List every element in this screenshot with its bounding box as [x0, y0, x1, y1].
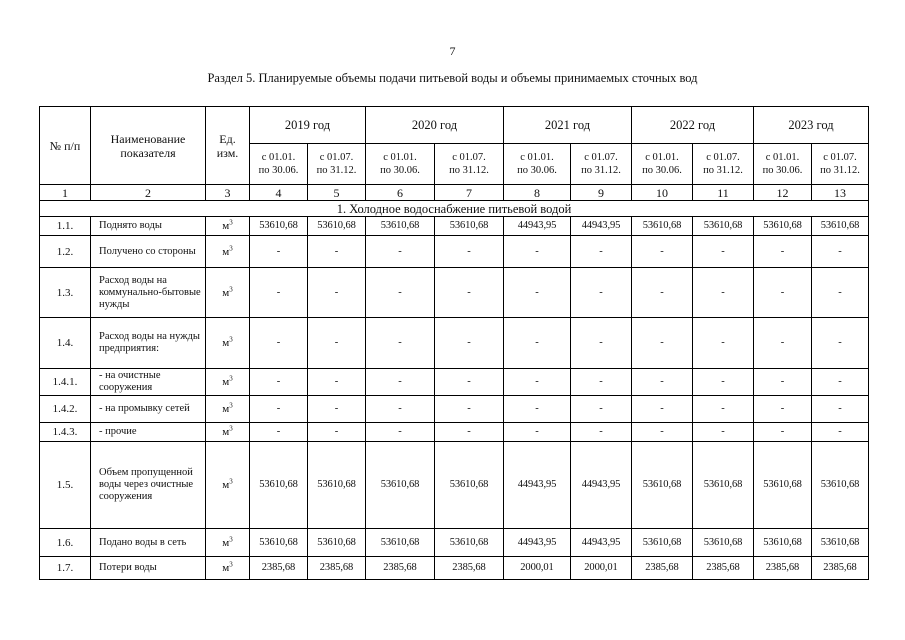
unit-cell [206, 369, 250, 396]
period-header-line1: с 01.07. [706, 152, 740, 163]
value-cell: - [693, 236, 754, 268]
value-cell: - [754, 423, 812, 442]
header-unit-line2: изм. [216, 145, 239, 160]
value-cell: - [250, 423, 308, 442]
value-cell: - [754, 396, 812, 423]
value-cell: - [250, 236, 308, 268]
table-row [40, 396, 869, 423]
value-cell: 2385,68 [250, 557, 308, 580]
section-title: 1. Холодное водоснабжение питьевой водой [40, 201, 869, 217]
year-header: 2023 год [754, 107, 869, 144]
value-cell: 2385,68 [308, 557, 366, 580]
value-cell: 53610,68 [435, 529, 504, 557]
value-cell: - [632, 236, 693, 268]
value-cell: - [435, 268, 504, 318]
unit-base: м [222, 376, 230, 388]
table-row [40, 217, 869, 236]
unit-superscript: 3 [229, 335, 233, 344]
table-row [40, 268, 869, 318]
unit-base: м [222, 245, 230, 258]
value-cell: - [693, 396, 754, 423]
value-cell: - [250, 318, 308, 369]
value-cell: 2000,01 [504, 557, 571, 580]
period-header-line2: по 31.12. [820, 165, 860, 176]
value-cell: - [632, 268, 693, 318]
value-cell: - [435, 396, 504, 423]
period-header [754, 144, 812, 185]
year-header: 2019 год [250, 107, 366, 144]
unit-superscript: 3 [229, 401, 233, 410]
value-cell: - [571, 318, 632, 369]
period-header [504, 144, 571, 185]
row-number: 1.4.2. [40, 396, 91, 423]
value-cell: - [754, 318, 812, 369]
value-cell: 53610,68 [754, 442, 812, 529]
unit-cell [206, 268, 250, 318]
water-volumes-table [39, 106, 869, 580]
value-cell: - [571, 236, 632, 268]
period-header-line1: с 01.07. [319, 152, 354, 163]
value-cell: - [571, 423, 632, 442]
column-number: 10 [632, 185, 693, 201]
section-row [40, 201, 869, 217]
row-number: 1.2. [40, 236, 91, 268]
value-cell: 44943,95 [571, 442, 632, 529]
value-cell: - [504, 396, 571, 423]
value-cell: - [693, 318, 754, 369]
column-number: 8 [504, 185, 571, 201]
value-cell: - [435, 318, 504, 369]
indicator-name: Потери воды [91, 557, 206, 580]
unit-superscript: 3 [229, 284, 233, 293]
period-header-line1: с 01.07. [452, 152, 486, 163]
unit-base: м [222, 337, 230, 349]
period-header [812, 144, 869, 185]
value-cell: - [250, 268, 308, 318]
column-number: 11 [693, 185, 754, 201]
value-cell: - [250, 396, 308, 423]
table-row [40, 423, 869, 442]
value-cell: - [308, 268, 366, 318]
value-cell: - [308, 369, 366, 396]
period-header-line1: с 01.01. [383, 152, 417, 163]
indicator-name: Подано воды в сеть [91, 529, 206, 557]
period-header-line2: по 31.12. [316, 165, 357, 176]
row-number: 1.4. [40, 318, 91, 369]
value-cell: 53610,68 [366, 217, 435, 236]
period-header-line2: по 30.06. [258, 165, 299, 176]
value-cell: 53610,68 [812, 442, 869, 529]
unit-superscript: 3 [229, 424, 233, 433]
unit-base: м [222, 479, 230, 491]
period-header-line2: по 30.06. [380, 165, 420, 176]
indicator-name: Расход воды на нужды предприятия: [91, 318, 206, 369]
period-header-line2: по 30.06. [762, 165, 803, 176]
row-number: 1.6. [40, 529, 91, 557]
period-header-line1: с 01.01. [765, 152, 800, 163]
indicator-name: Поднято воды [91, 217, 206, 236]
unit-cell [206, 318, 250, 369]
indicator-name: - прочие [91, 423, 206, 442]
value-cell: - [754, 369, 812, 396]
value-cell: - [632, 318, 693, 369]
unit-cell [206, 557, 250, 580]
value-cell: 44943,95 [571, 529, 632, 557]
value-cell: - [308, 236, 366, 268]
value-cell: - [504, 423, 571, 442]
period-header-line2: по 31.12. [703, 165, 743, 176]
value-cell: - [754, 268, 812, 318]
unit-superscript: 3 [229, 243, 233, 252]
unit-cell [206, 236, 250, 268]
value-cell: 53610,68 [250, 217, 308, 236]
value-cell: 2385,68 [435, 557, 504, 580]
value-cell: - [504, 268, 571, 318]
value-cell: - [812, 423, 869, 442]
value-cell: - [693, 369, 754, 396]
value-cell: - [812, 236, 869, 268]
value-cell: - [812, 268, 869, 318]
unit-cell [206, 529, 250, 557]
unit-superscript: 3 [229, 374, 233, 383]
value-cell: 2385,68 [632, 557, 693, 580]
value-cell: 53610,68 [250, 529, 308, 557]
value-cell: - [632, 369, 693, 396]
row-number: 1.7. [40, 557, 91, 580]
unit-superscript: 3 [229, 560, 233, 569]
value-cell: 53610,68 [435, 442, 504, 529]
period-header-line1: с 01.01. [520, 152, 554, 163]
value-cell: 53610,68 [366, 442, 435, 529]
unit-base: м [222, 536, 230, 549]
page-number: 7 [449, 44, 456, 58]
row-number: 1.1. [40, 217, 91, 236]
unit-cell [206, 396, 250, 423]
year-header: 2021 год [504, 107, 632, 144]
column-number: 4 [250, 185, 308, 201]
column-number: 5 [308, 185, 366, 201]
value-cell: - [504, 318, 571, 369]
value-cell: 44943,95 [504, 529, 571, 557]
value-cell: - [435, 369, 504, 396]
period-header [435, 144, 504, 185]
unit-superscript: 3 [229, 477, 233, 486]
period-header [693, 144, 754, 185]
value-cell: - [308, 423, 366, 442]
period-header [366, 144, 435, 185]
period-header [632, 144, 693, 185]
section-heading: Раздел 5. Планируемые объемы подачи питьевой воды и объемы принимаемых сточных вод [207, 71, 698, 85]
table-row [40, 529, 869, 557]
value-cell: - [250, 369, 308, 396]
value-cell: 53610,68 [754, 529, 812, 557]
value-cell: 2385,68 [754, 557, 812, 580]
period-header-line2: по 31.12. [581, 165, 621, 176]
value-cell: 2385,68 [812, 557, 869, 580]
column-number-row [40, 185, 869, 201]
table-row [40, 236, 869, 268]
period-header [250, 144, 308, 185]
value-cell: 53610,68 [250, 442, 308, 529]
column-number: 3 [206, 185, 250, 201]
column-number: 1 [40, 185, 91, 201]
column-number: 12 [754, 185, 812, 201]
value-cell: 53610,68 [812, 529, 869, 557]
value-cell: - [812, 318, 869, 369]
value-cell: - [308, 318, 366, 369]
period-header-line2: по 30.06. [517, 165, 557, 176]
value-cell: - [571, 369, 632, 396]
row-number: 1.4.3. [40, 423, 91, 442]
indicator-name: Объем пропущенной воды через очистные сооружения [91, 442, 206, 529]
value-cell: 2385,68 [366, 557, 435, 580]
value-cell: 53610,68 [632, 217, 693, 236]
value-cell: 53610,68 [693, 217, 754, 236]
header-num: № п/п [40, 107, 91, 185]
unit-superscript: 3 [229, 534, 233, 543]
period-header-line2: по 31.12. [449, 165, 489, 176]
unit-base: м [222, 286, 230, 299]
value-cell: 53610,68 [812, 217, 869, 236]
value-cell: 53610,68 [366, 529, 435, 557]
value-cell: 53610,68 [435, 217, 504, 236]
period-header [308, 144, 366, 185]
period-header-line1: с 01.01. [261, 152, 296, 163]
indicator-name: - на очистные сооружения [91, 369, 206, 396]
value-cell: 44943,95 [504, 217, 571, 236]
value-cell: - [308, 396, 366, 423]
value-cell: - [693, 423, 754, 442]
column-number: 2 [91, 185, 206, 201]
value-cell: - [366, 369, 435, 396]
value-cell: 53610,68 [308, 217, 366, 236]
period-header-line1: с 01.01. [645, 152, 679, 163]
header-name: Наименование показателя [91, 107, 206, 185]
value-cell: - [571, 268, 632, 318]
value-cell: 53610,68 [693, 529, 754, 557]
value-cell: 2000,01 [571, 557, 632, 580]
unit-base: м [222, 562, 230, 574]
column-number: 7 [435, 185, 504, 201]
value-cell: - [504, 236, 571, 268]
table-row [40, 442, 869, 529]
value-cell: - [435, 236, 504, 268]
unit-cell [206, 217, 250, 236]
period-header [571, 144, 632, 185]
header-unit-line1: Ед. [219, 131, 236, 146]
column-number: 6 [366, 185, 435, 201]
value-cell: 53610,68 [632, 529, 693, 557]
unit-cell [206, 442, 250, 529]
header-row-years [40, 107, 869, 144]
table-row [40, 557, 869, 580]
value-cell: - [812, 396, 869, 423]
indicator-name: Получено со стороны [91, 236, 206, 268]
value-cell: - [812, 369, 869, 396]
column-number: 9 [571, 185, 632, 201]
value-cell: 2385,68 [693, 557, 754, 580]
value-cell: 53610,68 [308, 442, 366, 529]
value-cell: 53610,68 [693, 442, 754, 529]
value-cell: 53610,68 [632, 442, 693, 529]
period-header-line1: с 01.07. [584, 152, 618, 163]
year-header: 2020 год [366, 107, 504, 144]
value-cell: - [754, 236, 812, 268]
value-cell: - [366, 236, 435, 268]
unit-cell [206, 423, 250, 442]
indicator-name: Расход воды на коммунально-бытовые нужды [91, 268, 206, 318]
table-row [40, 318, 869, 369]
value-cell: - [366, 318, 435, 369]
indicator-name: - на промывку сетей [91, 396, 206, 423]
unit-base: м [222, 220, 230, 232]
value-cell: - [435, 423, 504, 442]
header-unit [206, 107, 250, 185]
year-header: 2022 год [632, 107, 754, 144]
table-row [40, 369, 869, 396]
value-cell: 53610,68 [754, 217, 812, 236]
period-header-line1: с 01.07. [823, 152, 857, 163]
value-cell: 53610,68 [308, 529, 366, 557]
row-number: 1.4.1. [40, 369, 91, 396]
value-cell: - [366, 268, 435, 318]
period-header-line2: по 30.06. [642, 165, 682, 176]
value-cell: - [366, 396, 435, 423]
unit-base: м [222, 403, 230, 415]
column-number: 13 [812, 185, 869, 201]
row-number: 1.5. [40, 442, 91, 529]
value-cell: 44943,95 [504, 442, 571, 529]
row-number: 1.3. [40, 268, 91, 318]
value-cell: - [366, 423, 435, 442]
value-cell: - [693, 268, 754, 318]
value-cell: - [504, 369, 571, 396]
value-cell: - [632, 423, 693, 442]
value-cell: 44943,95 [571, 217, 632, 236]
unit-base: м [222, 426, 230, 438]
value-cell: - [571, 396, 632, 423]
value-cell: - [632, 396, 693, 423]
unit-superscript: 3 [229, 218, 233, 227]
